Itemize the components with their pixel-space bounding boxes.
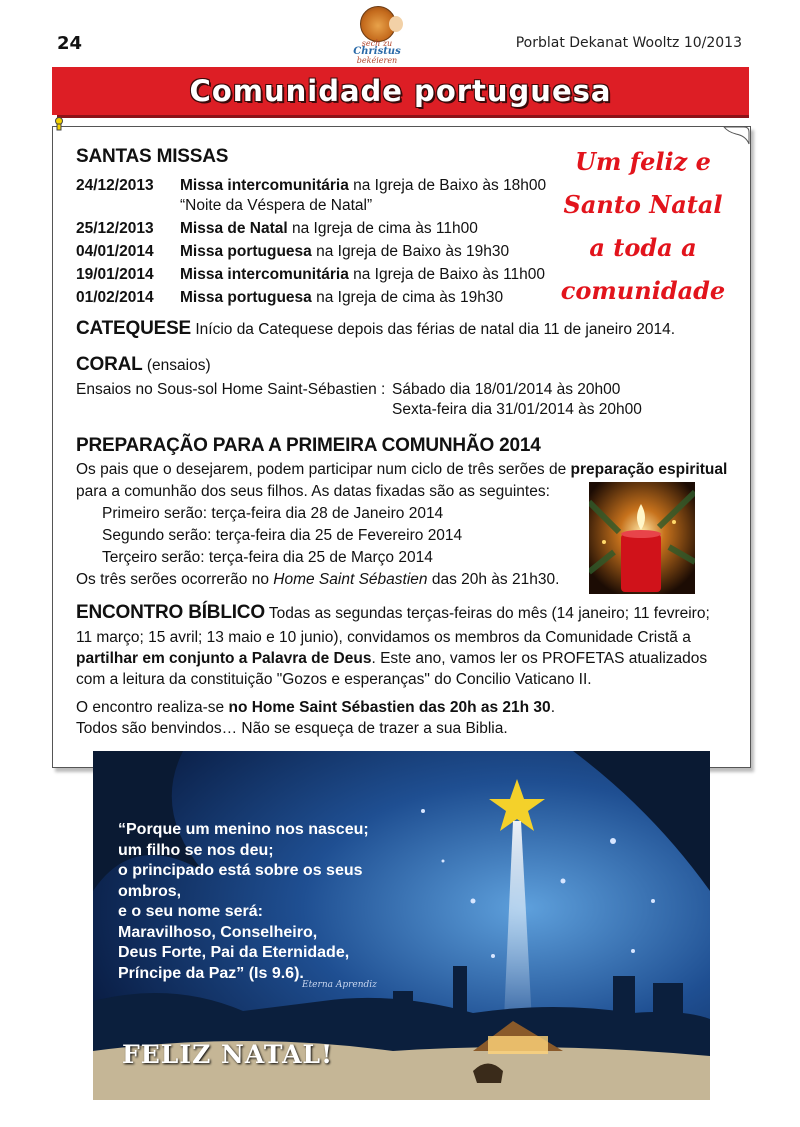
mass-description	[180, 242, 509, 262]
encontro-text: Todas as segundas terças-feiras do mês (14 janeiro; 11 fevreiro;	[264, 605, 710, 622]
encontro-text: . Este ano, vamos ler os PROFETAS atualizados	[371, 650, 708, 667]
section-title: Comunidade portuguesa	[189, 74, 612, 108]
mass-description	[180, 265, 545, 285]
mass-description	[180, 176, 546, 196]
comunhao-closing	[76, 570, 559, 590]
encontro-text: com a leitura da constituição "Gozos e esperanças" do Concilio Vaticano II.	[76, 671, 592, 688]
verse-line: “Porque um menino nos nasceu;	[118, 821, 369, 838]
greeting-line: comunidade	[560, 276, 726, 305]
feliz-natal-text: FELIZ NATAL!	[122, 1040, 334, 1069]
greeting-line: a toda a	[589, 233, 697, 262]
comunhao-intro	[76, 460, 746, 480]
coral-heading-row	[76, 354, 211, 376]
mass-details: na Igreja de cima às 11h00	[287, 220, 478, 237]
verse-line: e o seu nome será:	[118, 903, 263, 920]
mass-date: 25/12/2013	[76, 220, 154, 237]
comunhao-session: Segundo serão: terça-feira dia 25 de Fevereiro 2014	[102, 527, 463, 544]
comunhao-session: Primeiro serão: terça-feira dia 28 de Janeiro 2014	[102, 505, 444, 522]
encontro-location-text: O encontro realiza-se	[76, 699, 229, 716]
catequese-section	[76, 318, 736, 340]
encontro-location-end: .	[550, 699, 555, 716]
mass-details: na Igreja de Baixo às 18h00	[348, 177, 547, 194]
catequese-text: Início da Catequese depois das férias de natal dia 11 de janeiro 2014.	[191, 321, 676, 338]
mass-description	[180, 196, 372, 216]
comunhao-closing-text: Os três serões ocorrerão no	[76, 571, 274, 588]
mass-name: Missa intercomunitária	[180, 177, 349, 194]
encontro-line1	[76, 602, 710, 624]
coral-date: Sábado dia 18/01/2014 às 20h00	[392, 381, 621, 398]
mass-name: Missa portuguesa	[180, 289, 312, 306]
verse-line: Príncipe da Paz” (Is 9.6).	[118, 964, 304, 982]
comunhao-venue: Home Saint Sébastien	[273, 571, 428, 588]
publication-title: Porblat Dekanat Wooltz 10/2013	[515, 35, 742, 51]
christ-icon	[360, 6, 396, 42]
encontro-emphasis: partilhar em conjunto a Palavra de Deus	[76, 650, 372, 667]
mass-date: 24/12/2013	[76, 177, 154, 194]
page-number: 24	[57, 33, 83, 54]
mass-details: na Igreja de Baixo às 19h30	[311, 243, 510, 260]
comunhao-intro-text: Os pais que o desejarem, podem participar num ciclo de três serões de	[76, 461, 571, 478]
coral-subtitle: (ensaios)	[142, 357, 211, 374]
comunhao-heading: PREPARAÇÃO PARA A PRIMEIRA COMUNHÃO 2014	[76, 435, 541, 456]
image-signature: Eterna Aprendiz	[302, 980, 377, 990]
christmas-greeting	[548, 140, 738, 312]
verse-line: Deus Forte, Pai da Eternidade,	[118, 944, 350, 961]
encontro-text: 11 março; 15 avril; 13 maio e 10 junio), convidamos os membros da Comunidade Cristã a	[76, 629, 691, 646]
missas-heading: SANTAS MISSAS	[76, 146, 229, 167]
bible-verse	[118, 820, 418, 984]
verse-line: o principado está sobre os seus ombros,	[118, 862, 363, 900]
greeting-line: Um feliz e	[575, 147, 711, 176]
mass-date: 04/01/2014	[76, 243, 154, 260]
mass-name: Missa de Natal	[180, 220, 288, 237]
encontro-line3	[76, 649, 707, 669]
mass-details: na Igreja de Baixo às 11h00	[348, 266, 546, 283]
parish-logo	[342, 6, 412, 64]
missas-list	[0, 176, 560, 306]
comunhao-intro-emphasis: preparação espiritual	[570, 461, 728, 478]
catequese-heading: CATEQUESE	[76, 318, 192, 339]
mass-date: 19/01/2014	[76, 266, 154, 283]
encontro-location-emphasis: no Home Saint Sébastien das 20h as 21h 30	[228, 699, 551, 716]
comunhao-intro-line2: para a comunhão dos seus filhos. As datas fixadas são as seguintes:	[76, 483, 550, 500]
candle-image	[589, 482, 695, 594]
encontro-location	[76, 698, 555, 718]
mass-description	[180, 219, 478, 239]
comunhao-session: Terçeiro serão: terça-feira dia 25 de Março 2014	[102, 549, 433, 566]
coral-place: Ensaios no Sous-sol Home Saint-Sébastien :	[76, 381, 386, 398]
coral-heading: CORAL	[76, 354, 143, 375]
mass-date: 01/02/2014	[76, 289, 154, 306]
verse-line: Maravilhoso, Conselheiro,	[118, 923, 318, 941]
logo-line1: sech zu	[361, 39, 393, 48]
greeting-line: Santo Natal	[563, 190, 723, 219]
mass-name: Missa intercomunitária	[180, 266, 349, 283]
mass-details: na Igreja de cima às 19h30	[311, 289, 504, 306]
logo-line3: bekéieren	[356, 56, 398, 65]
logo-line2: Christus	[353, 46, 401, 57]
comunhao-time: das 20h às 21h30.	[427, 571, 560, 588]
verse-line: um filho se nos deu;	[118, 841, 274, 859]
pin-icon	[54, 117, 64, 131]
coral-date: Sexta-feira dia 31/01/2014 às 20h00	[392, 401, 642, 418]
mass-details: “Noite da Véspera de Natal”	[180, 197, 373, 214]
mass-description	[180, 288, 503, 308]
mass-name: Missa portuguesa	[180, 243, 312, 260]
encontro-heading: ENCONTRO BÍBLICO	[76, 602, 265, 623]
encontro-welcome: Todos são benvindos… Não se esqueça de trazer a sua Biblia.	[76, 720, 508, 737]
